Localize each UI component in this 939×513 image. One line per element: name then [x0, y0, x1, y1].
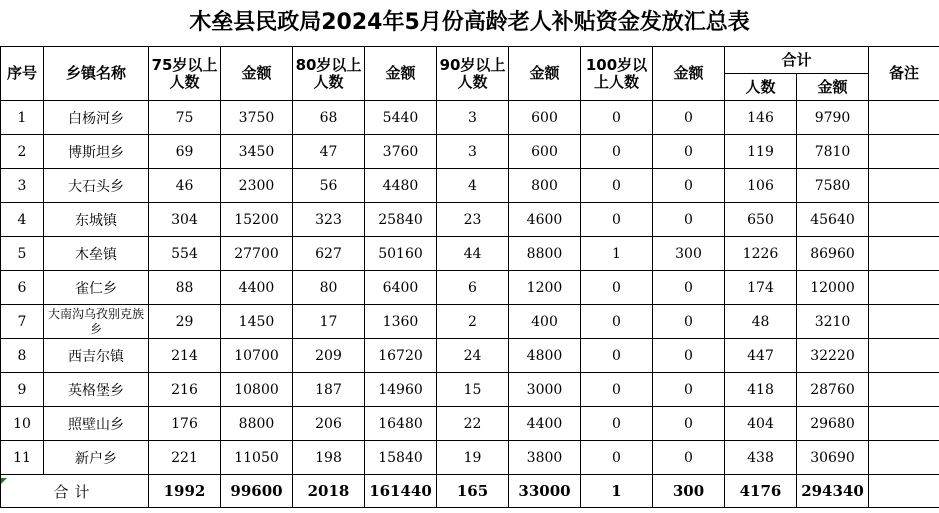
cell-90-people[interactable]: 2 — [437, 305, 509, 339]
cell-80-people[interactable]: 209 — [293, 339, 365, 373]
cell-90-people[interactable]: 23 — [437, 203, 509, 237]
cell-seq[interactable]: 4 — [1, 203, 44, 237]
cell-80-people[interactable]: 323 — [293, 203, 365, 237]
cell-total-amount[interactable]: 86960 — [797, 237, 869, 271]
cell-remark[interactable] — [869, 339, 939, 373]
cell-80-people[interactable]: 187 — [293, 373, 365, 407]
table-body — [1, 101, 939, 475]
cell-90-people[interactable]: 6 — [437, 271, 509, 305]
header-total-group[interactable]: 合计 — [725, 47, 869, 74]
cell-town[interactable]: 西吉尔镇 — [44, 339, 149, 373]
cell-total-people[interactable]: 1226 — [725, 237, 797, 271]
cell-100-amount[interactable]: 0 — [653, 169, 725, 203]
cell-90-amount[interactable]: 4800 — [509, 339, 581, 373]
cell-total-people[interactable]: 650 — [725, 203, 797, 237]
cell-75-amount[interactable]: 1450 — [221, 305, 293, 339]
table-row — [1, 441, 939, 475]
cell-total-amount[interactable]: 7810 — [797, 135, 869, 169]
cell-75-people[interactable]: 46 — [149, 169, 221, 203]
cell-remark[interactable] — [869, 135, 939, 169]
table-row — [1, 135, 939, 169]
cell-80-amount[interactable]: 16720 — [365, 339, 437, 373]
cell-100-people[interactable]: 0 — [581, 203, 653, 237]
cell-total-amount[interactable]: 29680 — [797, 407, 869, 441]
cell-75-amount[interactable]: 10800 — [221, 373, 293, 407]
cell-100-people[interactable]: 0 — [581, 135, 653, 169]
cell-75-people[interactable]: 214 — [149, 339, 221, 373]
cell-town[interactable]: 照壁山乡 — [44, 407, 149, 441]
cell-75-people[interactable]: 304 — [149, 203, 221, 237]
cell-100-amount[interactable]: 0 — [653, 339, 725, 373]
table-row — [1, 305, 939, 339]
header-100-amount[interactable]: 金额 — [653, 47, 725, 101]
header-100-people[interactable]: 100岁以上人数 — [581, 47, 653, 101]
header-80-people[interactable]: 80岁以上人数 — [293, 47, 365, 101]
cell-100-amount[interactable]: 0 — [653, 407, 725, 441]
cell-80-amount[interactable]: 15840 — [365, 441, 437, 475]
cell-75-amount[interactable]: 11050 — [221, 441, 293, 475]
header-total-amount[interactable]: 金额 — [797, 74, 869, 101]
subsidy-summary-table — [0, 46, 939, 508]
cell-80-amount[interactable]: 6400 — [365, 271, 437, 305]
cell-80-amount[interactable]: 14960 — [365, 373, 437, 407]
header-seq[interactable]: 序号 — [1, 47, 44, 101]
cell-75-amount[interactable]: 27700 — [221, 237, 293, 271]
cell-75-amount[interactable]: 10700 — [221, 339, 293, 373]
cell-remark[interactable] — [869, 305, 939, 339]
total-75-amount[interactable]: 99600 — [221, 475, 293, 508]
cell-90-people[interactable]: 24 — [437, 339, 509, 373]
total-all-people[interactable]: 4176 — [725, 475, 797, 508]
cell-100-people[interactable]: 0 — [581, 339, 653, 373]
total-label[interactable]: 合计 — [1, 475, 149, 508]
cell-80-people[interactable]: 198 — [293, 441, 365, 475]
cell-75-people[interactable]: 69 — [149, 135, 221, 169]
cell-75-amount[interactable]: 3750 — [221, 101, 293, 135]
cell-total-people[interactable]: 438 — [725, 441, 797, 475]
header-row — [1, 47, 939, 74]
cell-80-amount[interactable]: 1360 — [365, 305, 437, 339]
cell-100-people[interactable]: 0 — [581, 373, 653, 407]
cell-total-people[interactable]: 106 — [725, 169, 797, 203]
cell-100-amount[interactable]: 0 — [653, 373, 725, 407]
cell-80-people[interactable]: 80 — [293, 271, 365, 305]
cell-80-people[interactable]: 68 — [293, 101, 365, 135]
cell-total-people[interactable]: 418 — [725, 373, 797, 407]
cell-90-amount[interactable]: 600 — [509, 135, 581, 169]
total-80-amount[interactable]: 161440 — [365, 475, 437, 508]
table-row — [1, 203, 939, 237]
cell-90-people[interactable]: 22 — [437, 407, 509, 441]
cell-90-amount[interactable]: 800 — [509, 169, 581, 203]
header-total-people[interactable]: 人数 — [725, 74, 797, 101]
table-row — [1, 169, 939, 203]
table-row — [1, 407, 939, 441]
cell-total-people[interactable]: 48 — [725, 305, 797, 339]
table-row — [1, 339, 939, 373]
total-row — [1, 475, 939, 508]
cell-90-people[interactable]: 4 — [437, 169, 509, 203]
total-90-amount[interactable]: 33000 — [509, 475, 581, 508]
cell-town[interactable]: 大石头乡 — [44, 169, 149, 203]
cell-total-amount[interactable]: 28760 — [797, 373, 869, 407]
cell-75-amount[interactable]: 2300 — [221, 169, 293, 203]
header-80-amount[interactable]: 金额 — [365, 47, 437, 101]
cell-remark[interactable] — [869, 271, 939, 305]
cell-90-amount[interactable]: 8800 — [509, 237, 581, 271]
cell-remark[interactable] — [869, 101, 939, 135]
cell-total-amount[interactable]: 7580 — [797, 169, 869, 203]
total-100-people[interactable]: 1 — [581, 475, 653, 508]
cell-80-people[interactable]: 56 — [293, 169, 365, 203]
header-town[interactable]: 乡镇名称 — [44, 47, 149, 101]
cell-100-amount[interactable]: 0 — [653, 305, 725, 339]
cell-80-amount[interactable]: 25840 — [365, 203, 437, 237]
cell-75-people[interactable]: 554 — [149, 237, 221, 271]
cell-80-people[interactable]: 627 — [293, 237, 365, 271]
total-remark[interactable] — [869, 475, 939, 508]
cell-90-amount[interactable]: 400 — [509, 305, 581, 339]
cell-75-amount[interactable]: 15200 — [221, 203, 293, 237]
cell-100-amount[interactable]: 0 — [653, 441, 725, 475]
cell-90-people[interactable]: 15 — [437, 373, 509, 407]
cell-80-amount[interactable]: 50160 — [365, 237, 437, 271]
cell-90-people[interactable]: 3 — [437, 101, 509, 135]
cell-seq[interactable]: 9 — [1, 373, 44, 407]
cell-75-people[interactable]: 176 — [149, 407, 221, 441]
cell-seq[interactable]: 1 — [1, 101, 44, 135]
cell-100-people[interactable]: 1 — [581, 237, 653, 271]
total-100-amount[interactable]: 300 — [653, 475, 725, 508]
header-90-people[interactable]: 90岁以上人数 — [437, 47, 509, 101]
cell-100-people[interactable]: 0 — [581, 441, 653, 475]
cell-80-people[interactable]: 17 — [293, 305, 365, 339]
sheet-title: 木垒县民政局2024年5月份高龄老人补贴资金发放汇总表 — [189, 10, 750, 35]
cell-100-amount[interactable]: 0 — [653, 203, 725, 237]
cell-100-amount[interactable]: 0 — [653, 101, 725, 135]
cell-90-amount[interactable]: 4400 — [509, 407, 581, 441]
table-row — [1, 373, 939, 407]
cell-remark[interactable] — [869, 407, 939, 441]
cell-remark[interactable] — [869, 373, 939, 407]
cell-town[interactable]: 大南沟乌孜别克族乡 — [44, 305, 149, 339]
cell-seq[interactable]: 5 — [1, 237, 44, 271]
cell-100-people[interactable]: 0 — [581, 169, 653, 203]
total-80-people[interactable]: 2018 — [293, 475, 365, 508]
cell-75-people[interactable]: 88 — [149, 271, 221, 305]
cell-town[interactable]: 木垒镇 — [44, 237, 149, 271]
header-90-amount[interactable]: 金额 — [509, 47, 581, 101]
cell-90-people[interactable]: 19 — [437, 441, 509, 475]
cell-total-amount[interactable]: 9790 — [797, 101, 869, 135]
cell-total-amount[interactable]: 3210 — [797, 305, 869, 339]
cell-100-amount[interactable]: 0 — [653, 271, 725, 305]
cell-90-amount[interactable]: 3800 — [509, 441, 581, 475]
cell-total-people[interactable]: 146 — [725, 101, 797, 135]
cell-seq[interactable]: 2 — [1, 135, 44, 169]
cell-100-people[interactable]: 0 — [581, 271, 653, 305]
table-row — [1, 237, 939, 271]
cell-total-amount[interactable]: 30690 — [797, 441, 869, 475]
cell-100-people[interactable]: 0 — [581, 305, 653, 339]
cell-80-amount[interactable]: 4480 — [365, 169, 437, 203]
cell-75-amount[interactable]: 4400 — [221, 271, 293, 305]
cell-90-amount[interactable]: 4600 — [509, 203, 581, 237]
cell-remark[interactable] — [869, 169, 939, 203]
cell-80-people[interactable]: 206 — [293, 407, 365, 441]
header-75-people[interactable]: 75岁以上人数 — [149, 47, 221, 101]
cell-seq[interactable]: 8 — [1, 339, 44, 373]
header-75-amount[interactable]: 金额 — [221, 47, 293, 101]
total-all-amount[interactable]: 294340 — [797, 475, 869, 508]
cell-remark[interactable] — [869, 203, 939, 237]
cell-80-amount[interactable]: 5440 — [365, 101, 437, 135]
cell-total-people[interactable]: 447 — [725, 339, 797, 373]
cell-seq[interactable]: 6 — [1, 271, 44, 305]
cell-seq[interactable]: 11 — [1, 441, 44, 475]
cell-remark[interactable] — [869, 237, 939, 271]
cell-75-amount[interactable]: 3450 — [221, 135, 293, 169]
total-90-people[interactable]: 165 — [437, 475, 509, 508]
cell-marker-icon — [1, 478, 7, 484]
cell-80-amount[interactable]: 16480 — [365, 407, 437, 441]
cell-90-people[interactable]: 3 — [437, 135, 509, 169]
cell-100-amount[interactable]: 0 — [653, 135, 725, 169]
cell-90-amount[interactable]: 1200 — [509, 271, 581, 305]
cell-90-amount[interactable]: 600 — [509, 101, 581, 135]
cell-80-people[interactable]: 47 — [293, 135, 365, 169]
cell-total-amount[interactable]: 32220 — [797, 339, 869, 373]
cell-100-people[interactable]: 0 — [581, 407, 653, 441]
cell-75-people[interactable]: 29 — [149, 305, 221, 339]
table-row — [1, 101, 939, 135]
cell-total-amount[interactable]: 45640 — [797, 203, 869, 237]
cell-100-amount[interactable]: 300 — [653, 237, 725, 271]
cell-75-people[interactable]: 221 — [149, 441, 221, 475]
cell-75-amount[interactable]: 8800 — [221, 407, 293, 441]
cell-total-people[interactable]: 174 — [725, 271, 797, 305]
cell-seq[interactable]: 3 — [1, 169, 44, 203]
cell-100-people[interactable]: 0 — [581, 101, 653, 135]
cell-90-people[interactable]: 44 — [437, 237, 509, 271]
table-row — [1, 271, 939, 305]
cell-75-people[interactable]: 75 — [149, 101, 221, 135]
cell-town[interactable]: 东城镇 — [44, 203, 149, 237]
cell-remark[interactable] — [869, 441, 939, 475]
cell-town[interactable]: 英格堡乡 — [44, 373, 149, 407]
cell-total-people[interactable]: 119 — [725, 135, 797, 169]
cell-75-people[interactable]: 216 — [149, 373, 221, 407]
cell-80-amount[interactable]: 3760 — [365, 135, 437, 169]
cell-town[interactable]: 博斯坦乡 — [44, 135, 149, 169]
cell-town[interactable]: 新户乡 — [44, 441, 149, 475]
cell-90-amount[interactable]: 3000 — [509, 373, 581, 407]
cell-town[interactable]: 雀仁乡 — [44, 271, 149, 305]
total-75-people[interactable]: 1992 — [149, 475, 221, 508]
cell-total-people[interactable]: 404 — [725, 407, 797, 441]
header-remark[interactable]: 备注 — [869, 47, 939, 101]
cell-total-amount[interactable]: 12000 — [797, 271, 869, 305]
cell-seq[interactable]: 7 — [1, 305, 44, 339]
cell-town[interactable]: 白杨河乡 — [44, 101, 149, 135]
cell-seq[interactable]: 10 — [1, 407, 44, 441]
